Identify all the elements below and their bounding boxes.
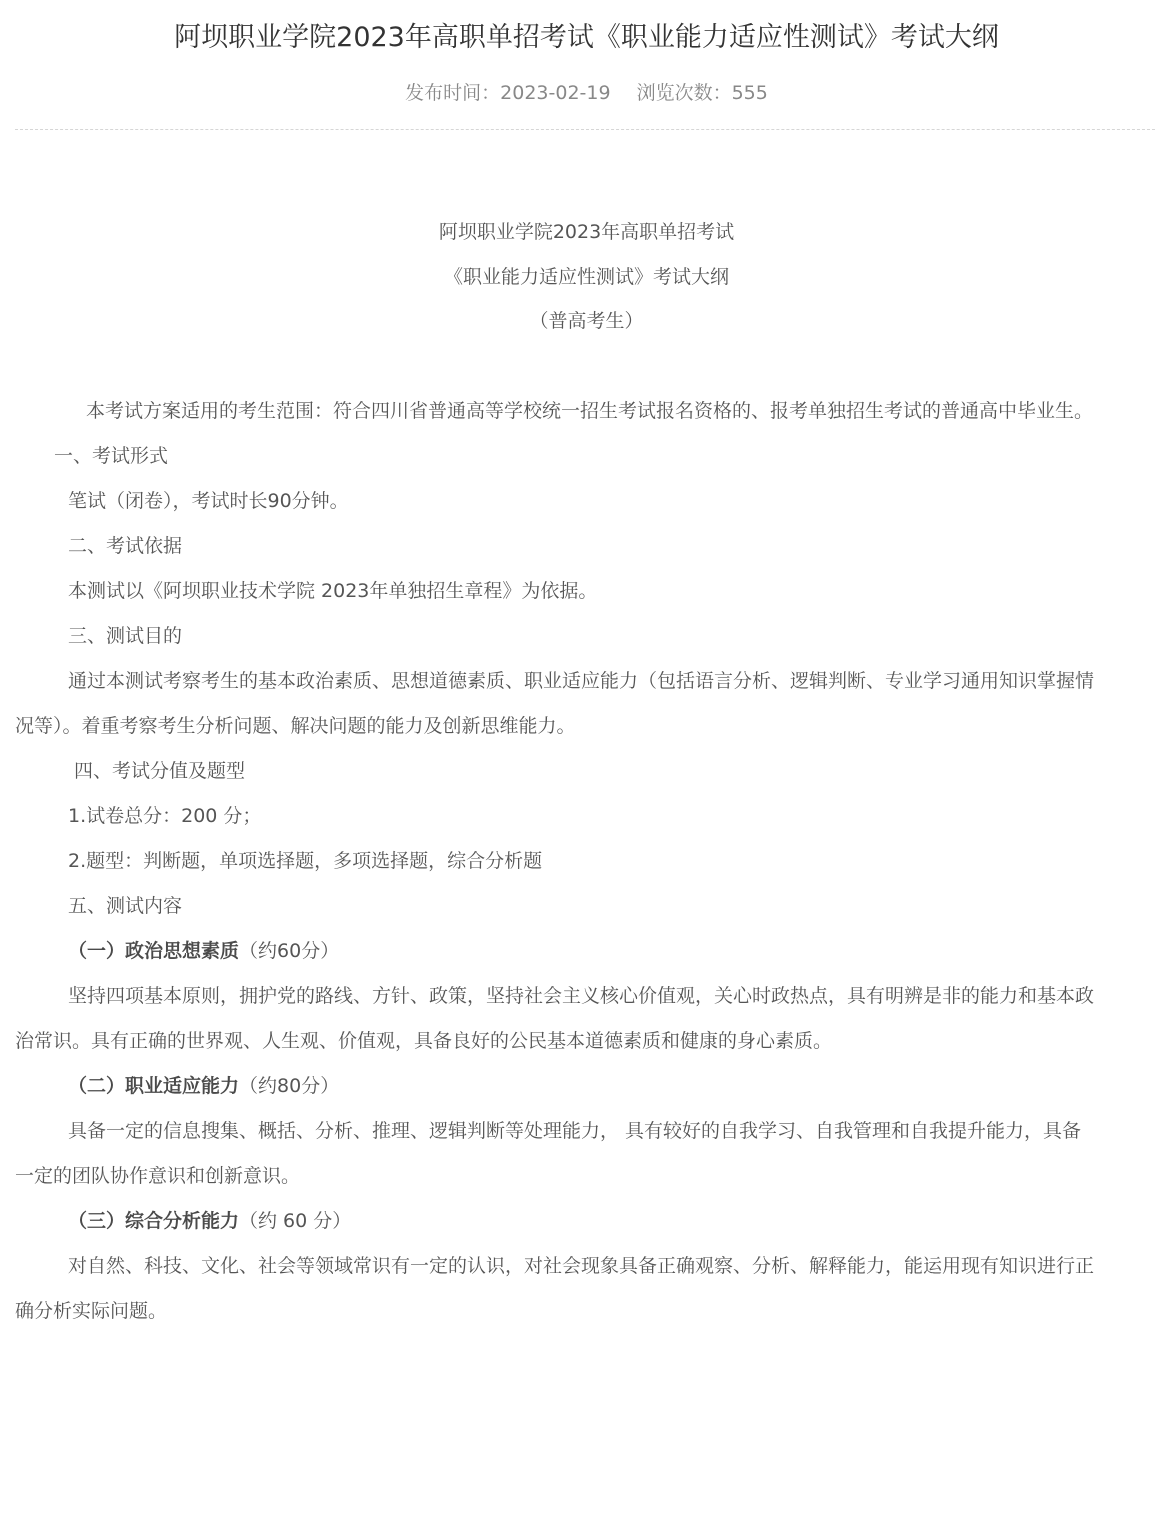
section-4-item-2: 2.题型：判断题，单项选择题，多项选择题，综合分析题 xyxy=(68,850,543,872)
part-2-body-line2: 一定的团队协作意识和创新意识。 xyxy=(15,1165,301,1187)
doc-heading-line3: （普高考生） xyxy=(529,310,644,332)
part-1-title: （一）政治思想素质 xyxy=(68,940,240,962)
section-2-body: 本测试以《阿坝职业技术学院 2023年单独招生章程》为依据。 xyxy=(68,580,598,602)
article-meta xyxy=(0,80,1173,106)
section-2-title: 二、考试依据 xyxy=(68,535,183,557)
part-2-heading xyxy=(68,1073,339,1099)
part-1-body-line1: 坚持四项基本原则，拥护党的路线、方针、政策，坚持社会主义核心价值观，关心时政热点，具有明辨是非的能力和基本政 xyxy=(68,985,1095,1007)
part-1-score: （约60分） xyxy=(239,940,340,962)
publish-label: 发布时间： xyxy=(405,82,501,104)
article-title: 阿坝职业学院2023年高职单招考试《职业能力适应性测试》考试大纲 xyxy=(174,22,999,53)
part-2-body-line1: 具备一定的信息搜集、概括、分析、推理、逻辑判断等处理能力， 具有较好的自我学习、自我管理和自我提升能力，具备 xyxy=(68,1120,1082,1142)
part-2-title: （二）职业适应能力 xyxy=(68,1075,240,1097)
views-label: 浏览次数： xyxy=(636,82,732,104)
section-5-title: 五、测试内容 xyxy=(68,895,183,917)
publish-date: 2023-02-19 xyxy=(500,82,611,104)
doc-heading-line1: 阿坝职业学院2023年高职单招考试 xyxy=(438,221,735,243)
part-1-heading xyxy=(68,938,339,964)
header-divider xyxy=(15,129,1155,130)
part-3-score: （约 60 分） xyxy=(239,1210,352,1232)
part-1-body-line2: 治常识。具有正确的世界观、人生观、价值观，具备良好的公民基本道德素质和健康的身心素质。 xyxy=(15,1030,833,1052)
section-4-item-1: 1.试卷总分：200 分； xyxy=(68,805,262,827)
part-2-score: （约80分） xyxy=(239,1075,340,1097)
part-3-title: （三）综合分析能力 xyxy=(68,1210,240,1232)
doc-heading-line2: 《职业能力适应性测试》考试大纲 xyxy=(443,266,729,288)
section-4-title: 四、考试分值及题型 xyxy=(74,760,246,782)
section-3-body-line2: 况等）。着重考察考生分析问题、解决问题的能力及创新思维能力。 xyxy=(15,715,576,737)
part-3-body-line2: 确分析实际问题。 xyxy=(15,1300,168,1322)
section-1-body: 笔试（闭卷），考试时长90分钟。 xyxy=(68,490,349,512)
section-3-title: 三、测试目的 xyxy=(68,625,183,647)
views-count: 555 xyxy=(731,82,768,104)
scope-paragraph: 本考试方案适用的考生范围：符合四川省普通高等学校统一招生考试报名资格的、报考单独招生考试的普通高中毕业生。 xyxy=(86,400,1094,422)
part-3-body-line1: 对自然、科技、文化、社会等领域常识有一定的认识，对社会现象具备正确观察、分析、解释能力，能运用现有知识进行正 xyxy=(68,1255,1095,1277)
section-3-body-line1: 通过本测试考察考生的基本政治素质、思想道德素质、职业适应能力（包括语言分析、逻辑判断、专业学习通用知识掌握情 xyxy=(68,670,1095,692)
section-1-title: 一、考试形式 xyxy=(54,445,169,467)
part-3-heading xyxy=(68,1208,351,1234)
